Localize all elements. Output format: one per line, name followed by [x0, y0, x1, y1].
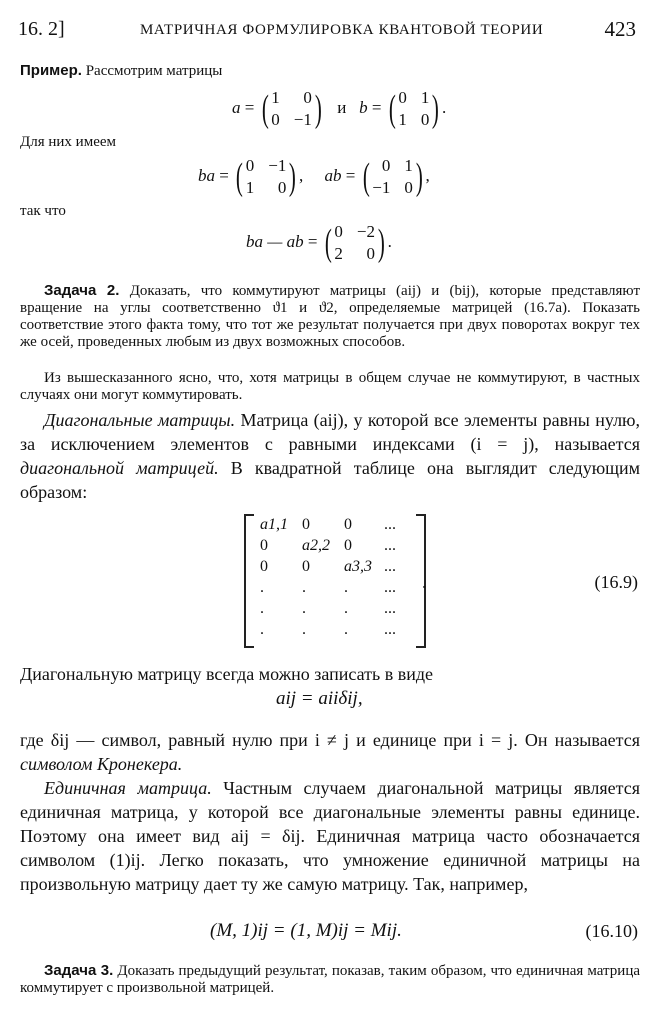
- diagonal-text2: В квадратной таблице она выглядит следующим образом:: [20, 458, 641, 502]
- diff-cell-0-1: −2: [356, 222, 375, 241]
- diag-cell-5-3: ...: [384, 621, 396, 638]
- diag-cell-2-0: 0: [260, 558, 268, 575]
- section-number: 16. 2]: [18, 18, 65, 40]
- unit-paragraph: [20, 776, 640, 896]
- diag-cell-1-2: 0: [344, 537, 352, 554]
- running-title: МАТРИЧНАЯ ФОРМУЛИРОВКА КВАНТОВОЙ ТЕОРИИ: [140, 22, 544, 38]
- matrix-ab: [372, 156, 413, 198]
- diag-cell-5-2: .: [344, 621, 348, 638]
- have-text: Для них имеем: [20, 134, 116, 150]
- diagonal-term2: диагональной матрицей.: [20, 458, 219, 478]
- diag-cell-2-1: 0: [302, 558, 310, 575]
- diag-cell-3-1: .: [302, 579, 306, 596]
- diag-cell-3-0: .: [260, 579, 264, 596]
- matrix-b: [398, 88, 429, 130]
- matrix-diff: ba — ab = ( 0 −2 2 0 ) .: [246, 222, 392, 264]
- diag-cell-1-0: 0: [260, 537, 268, 554]
- eq-number-16-9: (16.9): [594, 572, 638, 592]
- diag-cell-4-3: ...: [384, 600, 396, 617]
- a-cell-1-0: 0: [271, 110, 280, 129]
- diagonal-term: Диагональные матрицы.: [44, 410, 236, 430]
- diag-cell-3-2: .: [344, 579, 348, 596]
- diag-cell-4-0: .: [260, 600, 264, 617]
- b-cell-1-0: 1: [398, 110, 407, 129]
- task3-paragraph: [20, 962, 640, 997]
- b-cell-0-1: 1: [420, 88, 430, 107]
- diff-cell-0-0: 0: [334, 222, 343, 241]
- task2-label: Задача 2.: [44, 282, 120, 299]
- b-cell-0-0: 0: [398, 88, 407, 107]
- diagonal-matrix: [240, 512, 430, 648]
- kronecker-term: символом Кронекера.: [20, 754, 183, 774]
- diagonal-text1: Матрица (aij), у которой все элементы равны нулю, за исключением элементов с равными индексами (i = j), называется: [20, 410, 640, 454]
- ba-cell-0-1: −1: [268, 156, 287, 175]
- unit-text: Частным случаем диагональной матрицы является единичная матрица, у которой все диагональные элементы равны единице. Поэтому она имеет вид aij = δij. Единичная матрица часто обозначается символом (1)ij. Легко показать, что умножение единичной матрицы на произвольную матрицу дает ту же самую матрицу. Так, например,: [20, 778, 641, 894]
- matrices-a-b: a = ( 1 0 0 −1 ) и b = ( 0 1 1 0 ) .: [232, 88, 447, 130]
- matrix-a-name: a: [232, 97, 241, 117]
- diag-cell-1-3: ...: [384, 537, 396, 554]
- and-word: и: [337, 97, 347, 117]
- unit-formula: (M, 1)ij = (1, M)ij = Mij.: [210, 920, 402, 941]
- matrices-ba-ab: ba = ( 0 −1 1 0 ) , ab = ( 0 1 −1 0 ) ,: [198, 156, 430, 198]
- b-cell-1-1: 0: [420, 110, 430, 129]
- a-cell-0-1: 0: [303, 88, 312, 107]
- example-label: Пример.: [20, 62, 82, 79]
- ab-cell-0-1: 1: [404, 156, 413, 175]
- ba-name: ba: [198, 165, 215, 185]
- ba-cell-1-0: 1: [245, 178, 255, 197]
- eq-number-16-10: (16.10): [585, 921, 638, 941]
- ab-cell-1-1: 0: [404, 178, 413, 197]
- task2-followup: Из вышесказанного ясно, что, хотя матрицы в общем случае не коммутируют, в частных случаях они могут коммутировать.: [20, 370, 640, 403]
- diag-cell-0-3: ...: [384, 516, 396, 533]
- matrix-ba: [246, 156, 287, 198]
- example-text: Рассмотрим матрицы: [85, 63, 223, 79]
- ab-cell-1-0: −1: [372, 178, 391, 197]
- ba-cell-0-0: 0: [245, 156, 255, 175]
- page-number: 423: [604, 17, 636, 41]
- diag-cell-2-2: a3,3: [344, 558, 372, 575]
- left-bracket: [244, 514, 254, 648]
- where-text: где δij — символ, равный нулю при i ≠ j и единице при i = j. Он называется: [20, 730, 640, 750]
- a-cell-1-1: −1: [293, 110, 312, 129]
- matrix-diff-values: [334, 222, 375, 264]
- diag-cell-4-1: .: [302, 600, 306, 617]
- example-intro: [20, 62, 640, 80]
- kronecker-formula: aij = aiiδij,: [276, 688, 363, 709]
- diag-cell-2-3: ...: [384, 558, 396, 575]
- where-paragraph: [20, 728, 640, 776]
- diag-cell-1-1: a2,2: [302, 537, 330, 554]
- matrix-a: [271, 88, 312, 130]
- ab-name: ab: [324, 165, 342, 185]
- diff-name: ba — ab: [246, 231, 304, 251]
- diag-cell-3-3: ...: [384, 579, 396, 596]
- a-cell-0-0: 1: [271, 88, 280, 107]
- matrix-b-name: b: [359, 97, 368, 117]
- always-text: Диагональную матрицу всегда можно записать в виде: [20, 664, 433, 684]
- diff-cell-1-1: 0: [366, 244, 375, 263]
- so-text: так что: [20, 203, 66, 219]
- ab-cell-0-0: 0: [381, 156, 391, 175]
- diag-cell-0-0: a1,1: [260, 516, 288, 533]
- task2-paragraph: [20, 282, 640, 351]
- diag-cell-5-0: .: [260, 621, 264, 638]
- diag-cell-4-2: .: [344, 600, 348, 617]
- task2-text: Доказать, что коммутируют матрицы (aij) и (bij), которые представляют вращение на углы соответственно ϑ1 и ϑ2, определяемые матрицей (16.7а). Показать соответствие этого факта тому, что тот же результат получается при двух поворотах вокруг тех же осей, проведенных любым из двух возможных способов.: [20, 283, 640, 350]
- diag-cell-0-1: 0: [302, 516, 310, 533]
- ba-cell-1-1: 0: [277, 178, 287, 197]
- task3-text: Доказать предыдущий результат, показав, таким образом, что единичная матрица коммутирует с произвольной матрицей.: [20, 963, 641, 996]
- diagonal-paragraph: [20, 408, 640, 504]
- matrix-period: .: [422, 572, 427, 592]
- unit-term: Единичная матрица.: [44, 778, 212, 798]
- task3-label: Задача 3.: [44, 962, 114, 979]
- diag-cell-0-2: 0: [344, 516, 352, 533]
- diag-cell-5-1: .: [302, 621, 306, 638]
- diff-cell-1-0: 2: [334, 244, 343, 263]
